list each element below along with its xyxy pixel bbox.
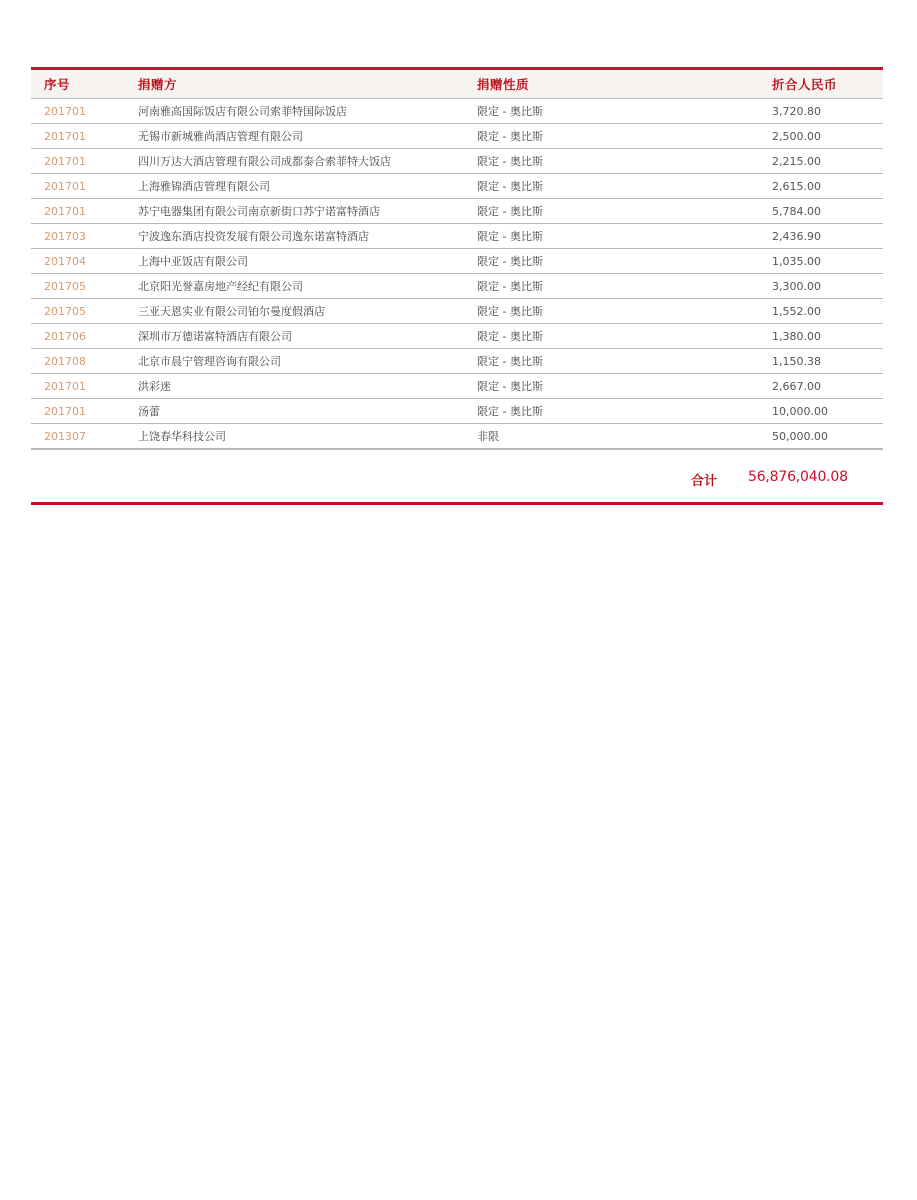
row-id: 201706 [44,329,86,343]
row-id: 201701 [44,104,86,118]
row-amount: 1,380.00 [772,329,821,343]
row-type: 限定 - 奥比斯 [477,305,543,318]
row-type: 限定 - 奥比斯 [477,105,543,118]
total-row [31,449,883,502]
row-type: 限定 - 奥比斯 [477,230,543,243]
row-id: 201701 [44,204,86,218]
row-amount: 5,784.00 [772,204,821,218]
row-amount: 1,150.38 [772,354,821,368]
row-donor: 上海中亚饭店有限公司 [138,255,248,268]
row-type: 限定 - 奥比斯 [477,205,543,218]
row-amount: 3,720.80 [772,104,821,118]
row-id: 201703 [44,229,86,243]
row-id: 201705 [44,279,86,293]
table-row [31,274,883,299]
row-donor: 深圳市万德诺富特酒店有限公司 [138,330,292,343]
total-label: 合计 [691,474,718,489]
row-type: 限定 - 奥比斯 [477,180,543,193]
table-row [31,324,883,349]
table-row [31,249,883,274]
table-row [31,374,883,399]
table-header [31,70,883,99]
row-id: 201701 [44,179,86,193]
row-donor: 苏宁电器集团有限公司南京新街口苏宁诺富特酒店 [138,205,380,218]
row-type: 限定 - 奥比斯 [477,330,543,343]
row-donor: 无锡市新城雅尚酒店管理有限公司 [138,130,303,143]
row-id: 201701 [44,129,86,143]
table-row [31,174,883,199]
row-amount: 2,215.00 [772,154,821,168]
row-type: 限定 - 奥比斯 [477,405,543,418]
row-donor: 四川万达大酒店管理有限公司成都泰合索菲特大饭店 [138,155,391,168]
row-amount: 50,000.00 [772,429,828,443]
column-header-amount: 折合人民币 [772,77,838,92]
row-id: 201708 [44,354,86,368]
bottom-rule [31,502,883,505]
row-donor: 三亚天恩实业有限公司铂尔曼度假酒店 [138,305,325,318]
table-row [31,149,883,174]
row-donor: 汤蕾 [138,405,160,418]
row-amount: 1,552.00 [772,304,821,318]
row-type: 非限 [477,430,499,443]
row-id: 201701 [44,154,86,168]
row-amount: 2,667.00 [772,379,821,393]
row-amount: 3,300.00 [772,279,821,293]
row-donor: 宁波逸东酒店投资发展有限公司逸东诺富特酒店 [138,230,369,243]
table-row [31,399,883,424]
table-row [31,349,883,374]
row-id: 201701 [44,379,86,393]
row-type: 限定 - 奥比斯 [477,355,543,368]
column-header-donor: 捐赠方 [138,77,178,92]
table-row [31,124,883,149]
row-amount: 1,035.00 [772,254,821,268]
donation-table [31,67,883,505]
row-donor: 北京阳光誉嘉房地产经纪有限公司 [138,280,303,293]
row-donor: 北京市晨宁管理咨询有限公司 [138,355,281,368]
row-type: 限定 - 奥比斯 [477,130,543,143]
column-header-type: 捐赠性质 [477,77,530,92]
row-donor: 洪彩迷 [138,380,171,393]
row-type: 限定 - 奥比斯 [477,280,543,293]
row-id: 201701 [44,404,86,418]
total-value: 56,876,040.08 [748,469,848,485]
table-row [31,224,883,249]
row-donor: 上海雅锦酒店管理有限公司 [138,180,270,193]
row-id: 201704 [44,254,86,268]
column-header-id: 序号 [44,77,71,92]
table-row [31,299,883,324]
row-amount: 2,615.00 [772,179,821,193]
row-donor: 上饶春华科技公司 [138,430,226,443]
row-amount: 2,436.90 [772,229,821,243]
row-amount: 10,000.00 [772,404,828,418]
row-amount: 2,500.00 [772,129,821,143]
table-row [31,199,883,224]
row-donor: 河南雅高国际饭店有限公司索菲特国际饭店 [138,105,347,118]
row-id: 201307 [44,429,86,443]
table-row [31,424,883,449]
row-type: 限定 - 奥比斯 [477,155,543,168]
row-type: 限定 - 奥比斯 [477,380,543,393]
row-type: 限定 - 奥比斯 [477,255,543,268]
row-id: 201705 [44,304,86,318]
table-row [31,99,883,124]
